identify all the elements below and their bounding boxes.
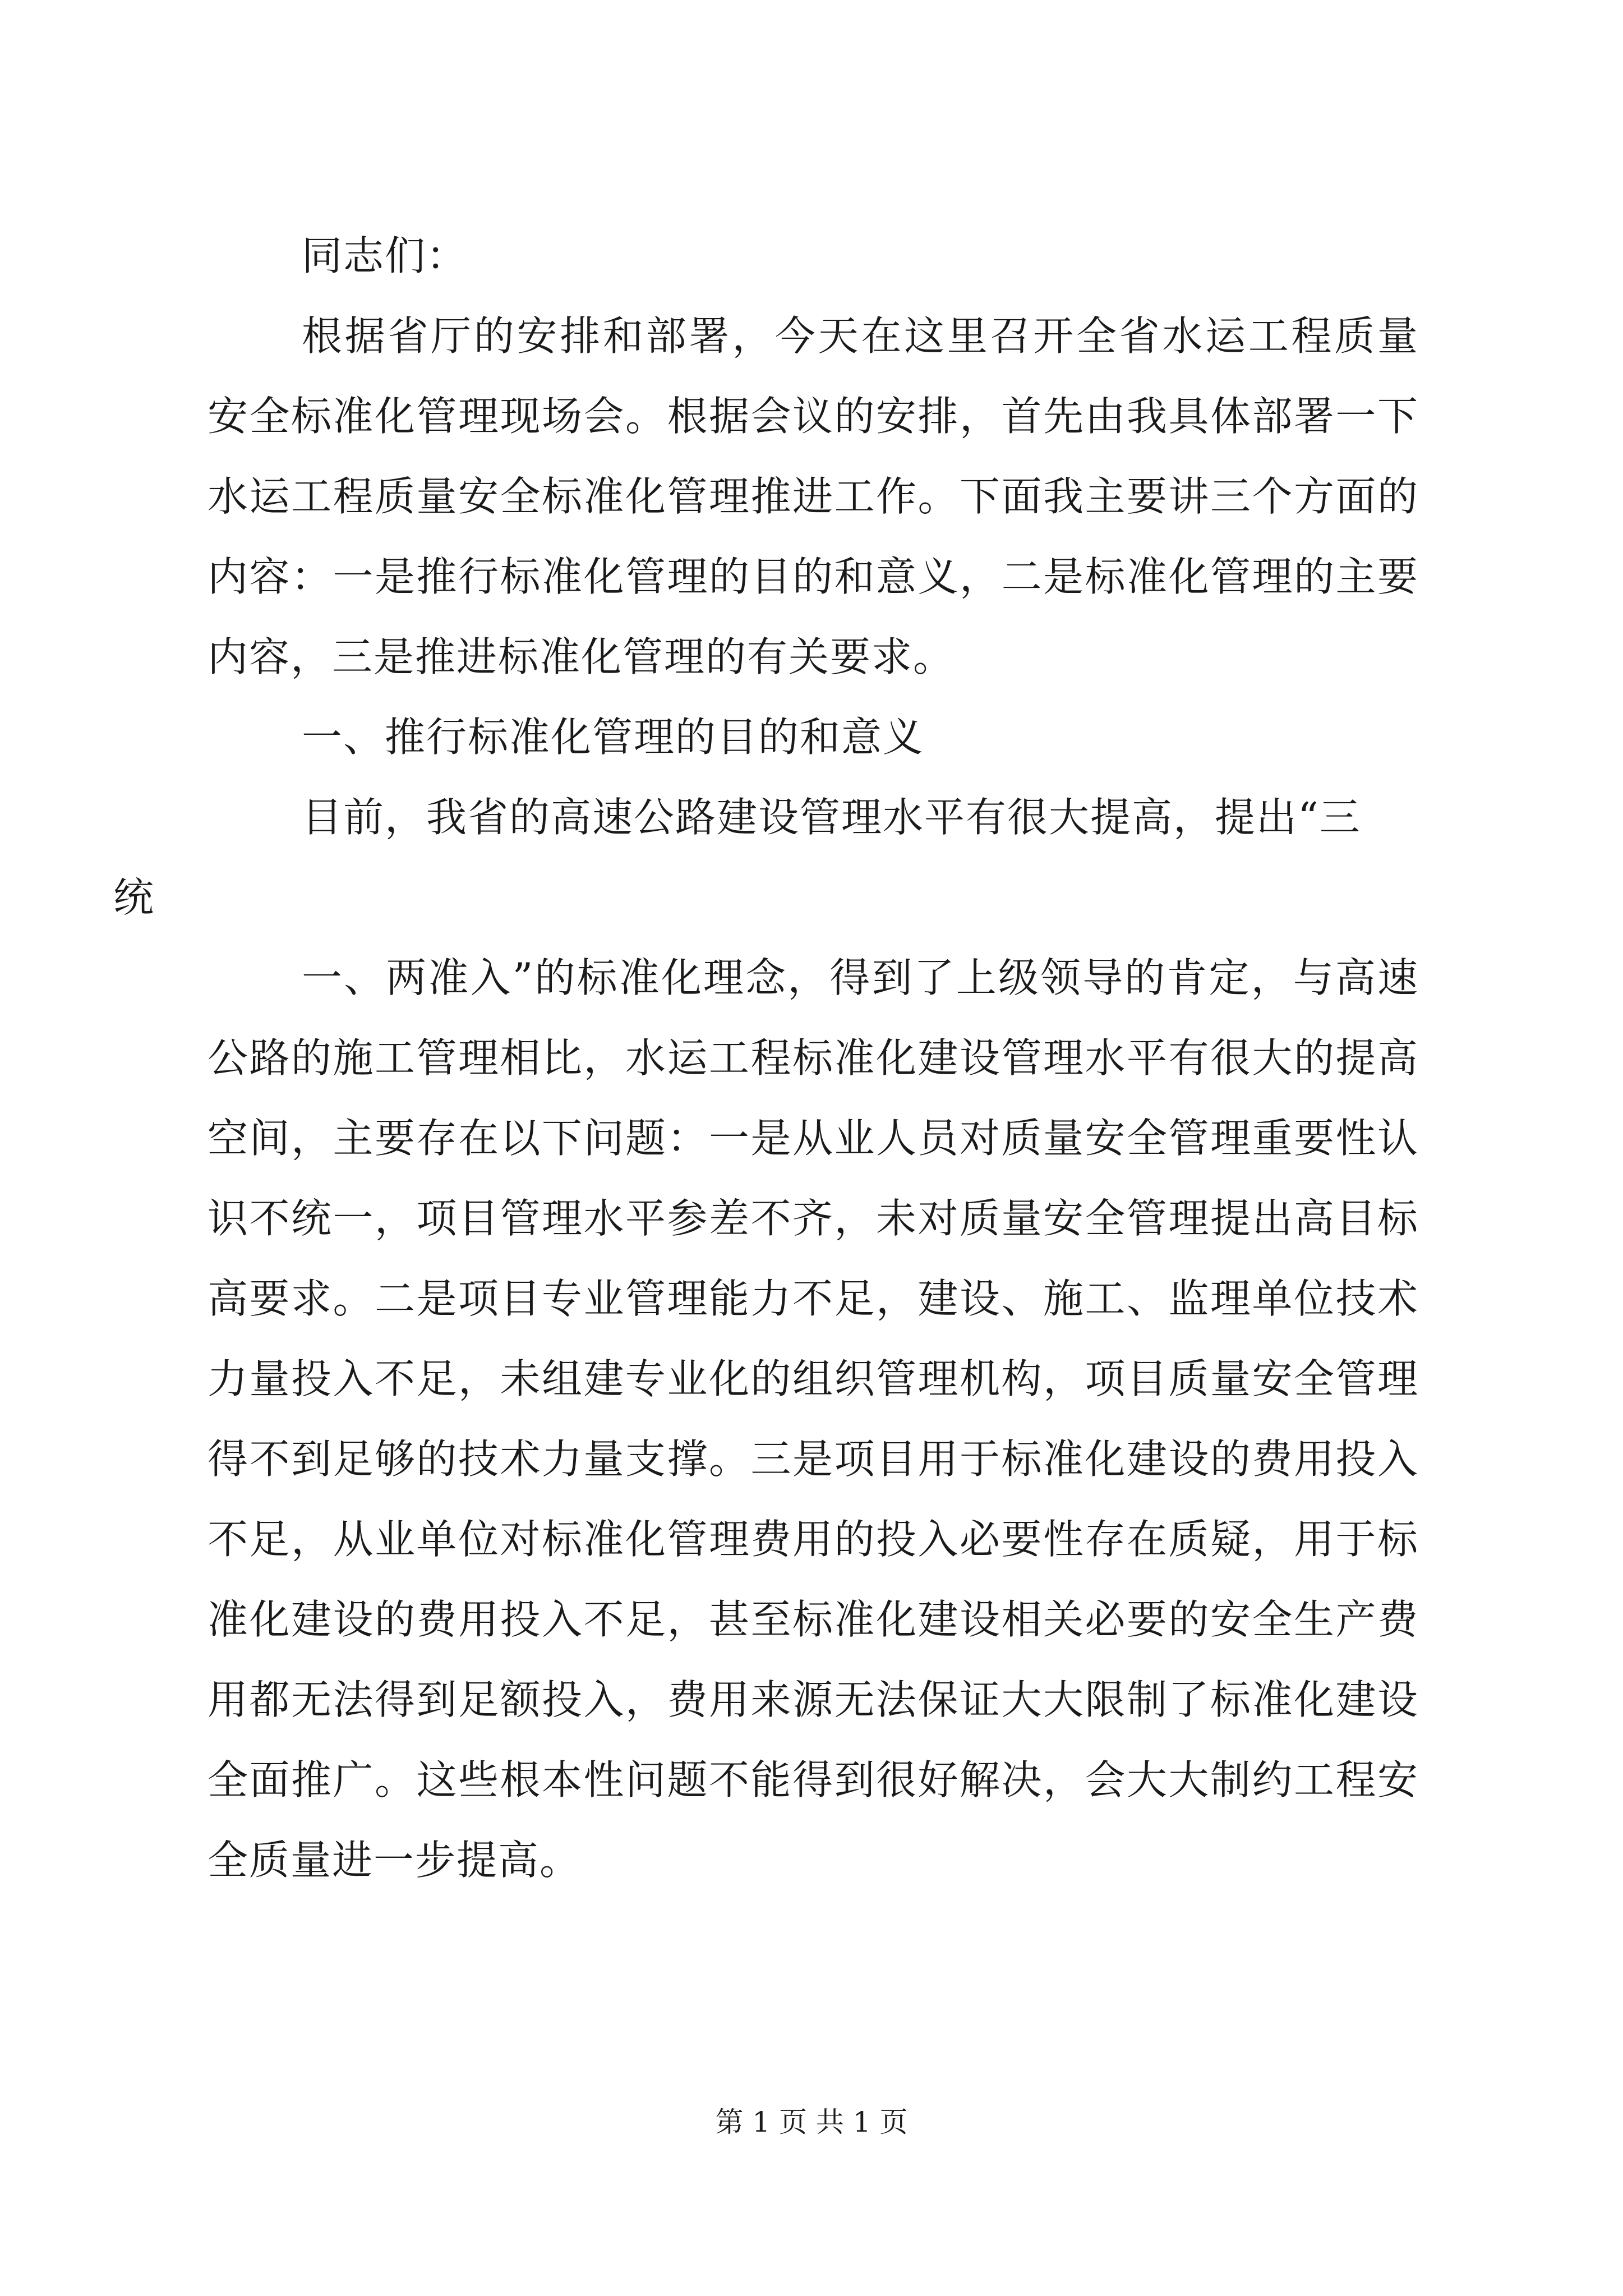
page-footer: 第 1 页 共 1 页 [715, 2106, 908, 2138]
paragraph-intro: 根据省厅的安排和部署，今天在这里召开全省水运工程质量安全标准化管理现场会。根据会议的安排，首先由我具体部署一下水运工程质量安全标准化管理推进工作。下面我主要讲三个方面的内容：一是推行标准化管理的目的和意义，二是标准化管理的主要内容，三是推进标准化管理的有关要求。 [208, 312, 1419, 680]
paragraph-problems: 一、两准入”的标准化理念，得到了上级领导的肯定，与高速公路的施工管理相比，水运工程标准化建设管理水平有很大的提高空间，主要存在以下问题：一是从业人员对质量安全管理重要性认识不统一，项目管理水平参差不齐，未对质量安全管理提出高目标高要求。二是项目专业管理能力不足，建设、施工、监理单位技术力量投入不足，未组建专业化的组织管理机构，项目质量安全管理得不到足够的技术力量支撑。三是项目用于标准化建设的费用投入不足，从业单位对标准化管理费用的投入必要性存在质疑，用于标准化建设的费用投入不足，甚至标准化建设相关必要的安全生产费用都无法得到足额投入，费用来源无法保证大大限制了标准化建设全面推广。这些根本性问题不能得到很好解决，会大大制约工程安全质量进一步提高。 [208, 954, 1419, 1884]
paragraph-current-status [113, 777, 1419, 938]
salutation: 同志们： [302, 232, 468, 279]
document-body [113, 216, 1419, 1901]
paragraph-current-status-wrap: 统 [113, 874, 155, 921]
section-heading: 一、推行标准化管理的目的和意义 [302, 714, 925, 761]
paragraph-current-status-text: 目前，我省的高速公路建设管理水平有很大提高，提出“三 统 [113, 794, 1361, 921]
